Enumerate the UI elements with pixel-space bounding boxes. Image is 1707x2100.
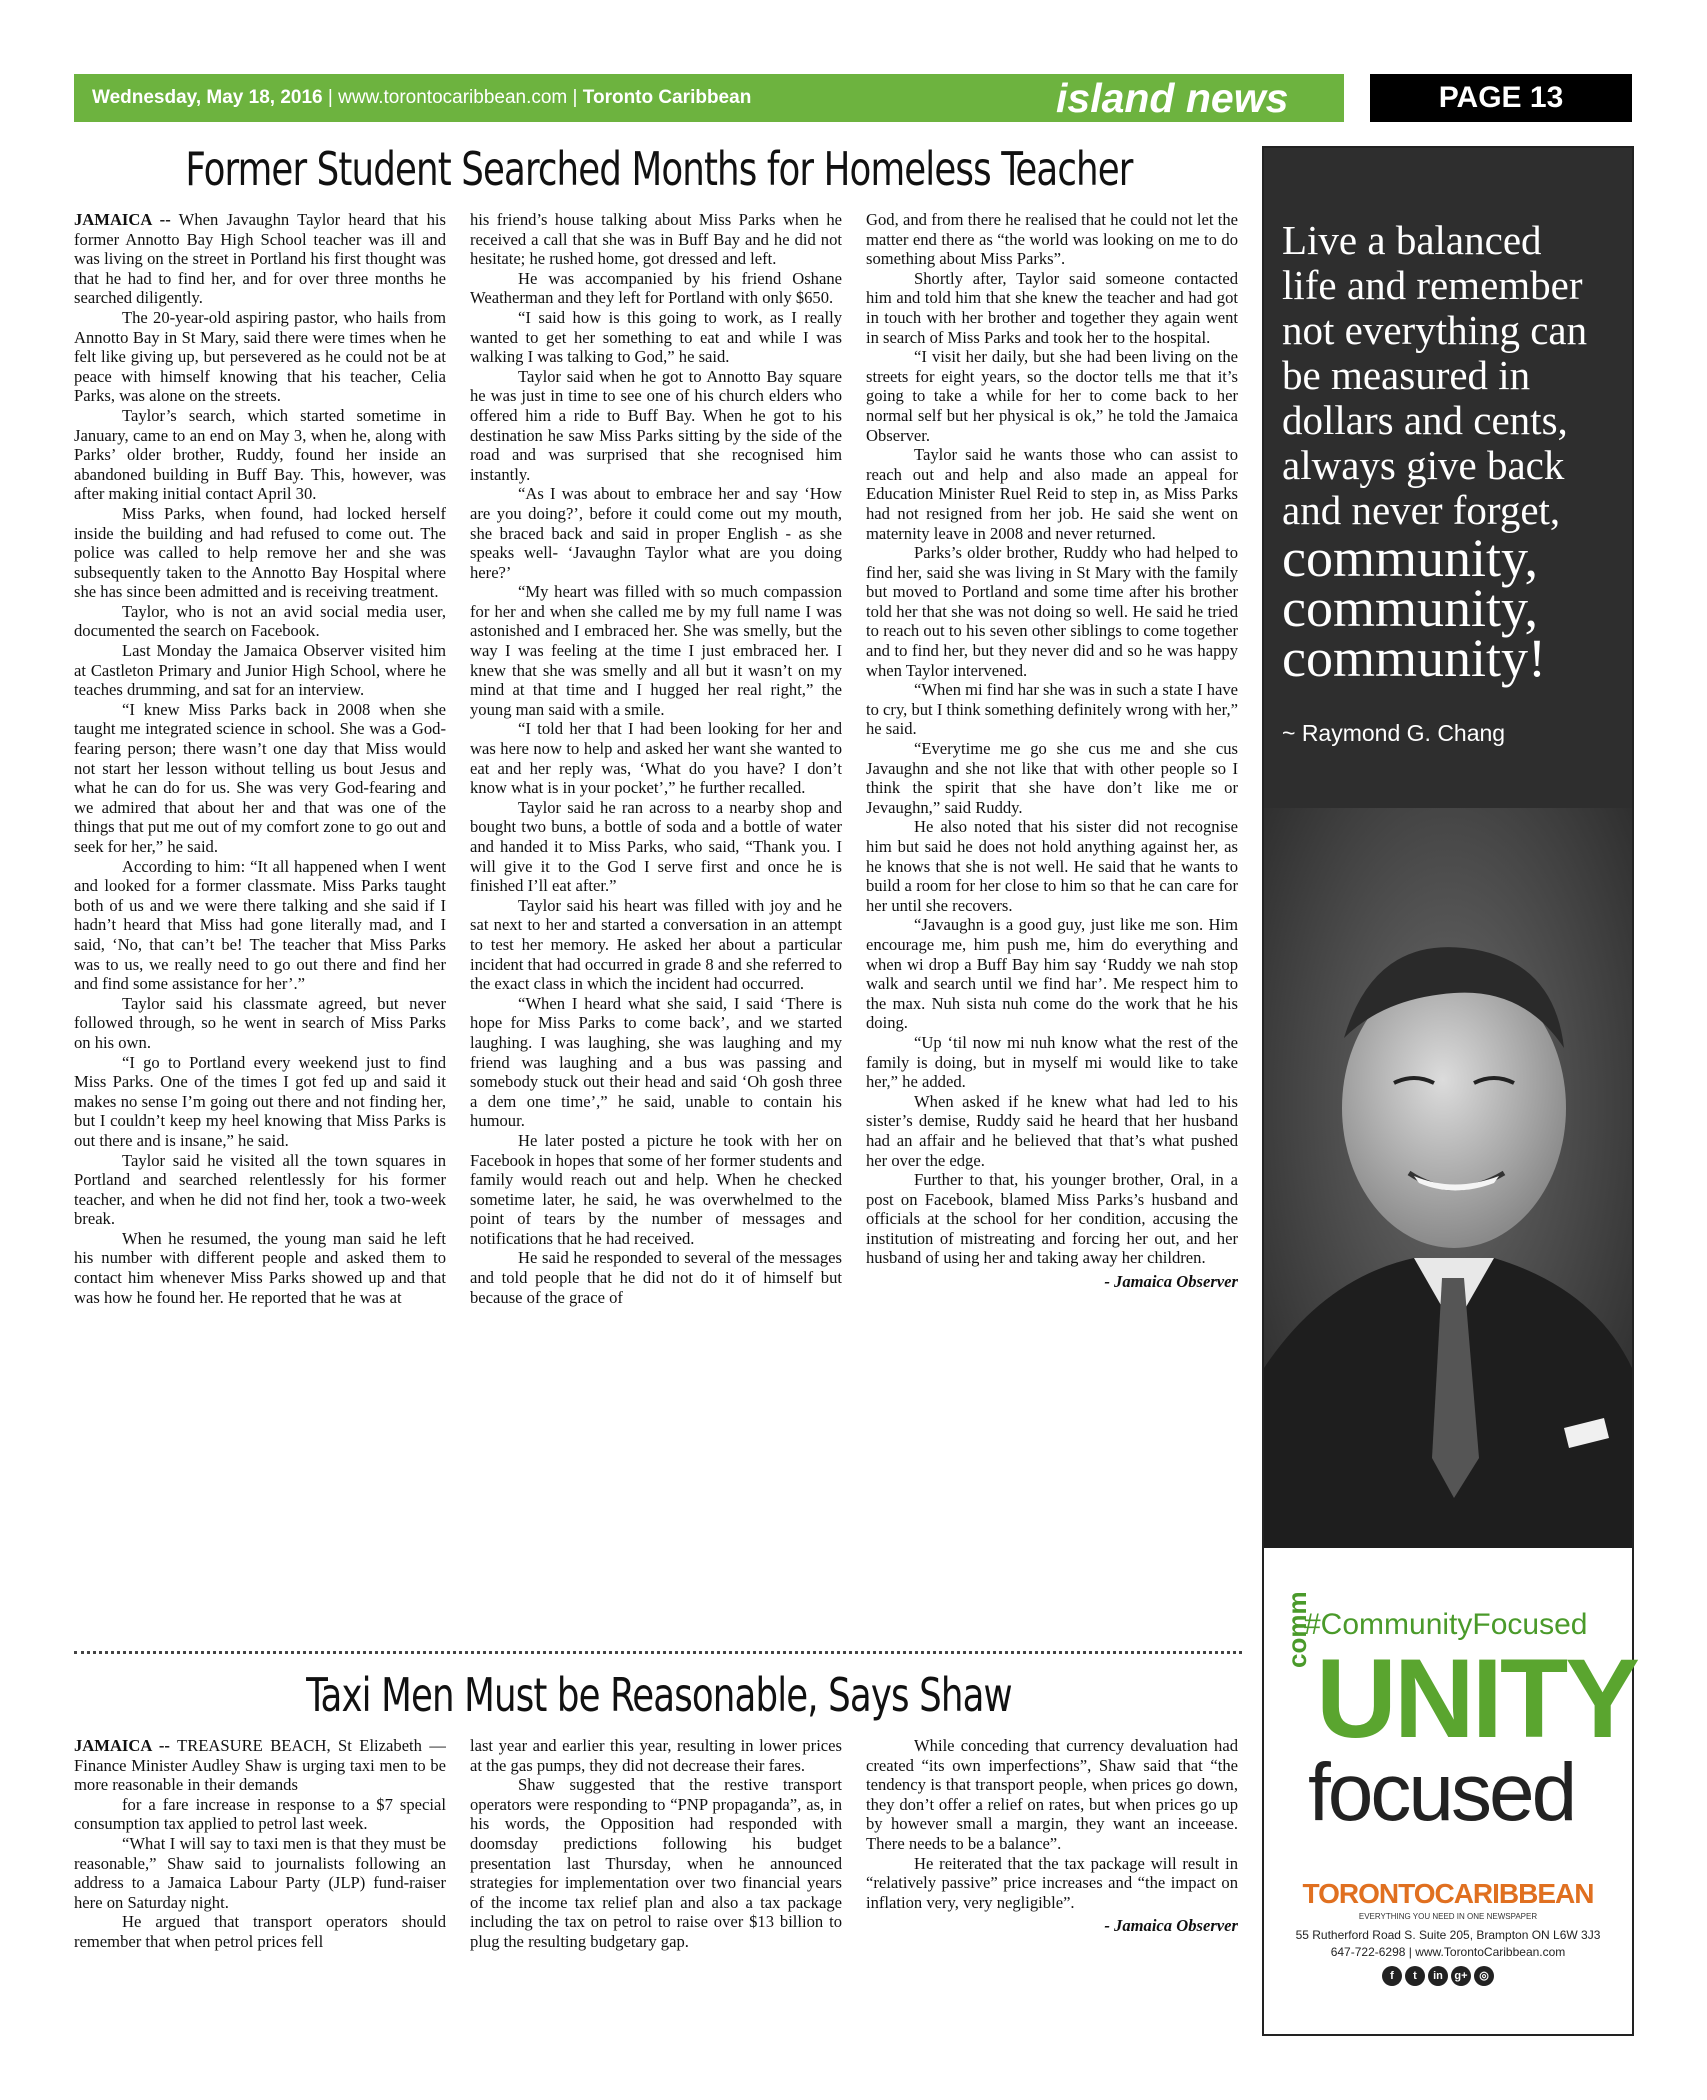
quote-emphasis-line: community, [1282,578,1538,638]
paragraph: Parks’s older brother, Ruddy who had helped to find her, said she was living in St Mary with the family but moved to Portland and some time after his brother told her that she was not doing so well. He said he tried to reach out to his seven other siblings to come together and to find her, but they never did and so he was happy when Taylor intervened. [866,543,1238,680]
article2-headline: Taxi Men Must be Reasonable, Says Shaw [306,1668,1012,1722]
paragraph: “When I heard what she said, I said ‘There is hope for Miss Parks to come back’, and we started laughing. I was laughing, she was laughing and my friend was laughing and a bus was passing and somebody stuck out their head and said ‘Oh gosh three a dem one time’,” he said, unable to contain his humour. [470,993,842,1131]
facebook-icon[interactable]: f [1382,1966,1402,1986]
paragraph: his friend’s house talking about Miss Parks when he received a call that she was in Buff Bay and he did not hesitate; he rushed home, got dressed and left. [470,210,842,269]
logo-tagline: EVERYTHING YOU NEED IN ONE NEWSPAPER [1358,1912,1538,1921]
quote-line: always give back [1282,442,1565,488]
quote-emphasis-line: community, [1282,528,1538,588]
paragraph: “I visit her daily, but she had been living on the streets for eight years, so the doctor tells me that it’s going to take a while for her to come back to her normal self but her physical is ok,” he told the Jamaica Observer. [866,347,1238,445]
paragraph: “I go to Portland every weekend just to find Miss Parks. One of the times I got fed up and said it makes no sense I’m going out there and not finding her, but I couldn’t keep my heel knowing that Miss Parks is out there and is insane,” he said. [74,1052,446,1150]
quote-line: and never forget, [1282,487,1561,533]
paragraph: According to him: “It all happened when I went and looked for a former classmate. Miss Parks taught both of us and we were there talking and she said if I hadn’t heard that Miss had gone literally mad, and I said, ‘No, that can’t be! The teacher that Miss Parks was to us, we really need to go out there and find her and find some assistance for her’.” [74,856,446,994]
section-title: island news [1056,75,1289,121]
ad-address: 55 Rutherford Road S. Suite 205, Brampton ON L6W 3J3 [1295,1928,1601,1942]
paragraph: Taylor said his classmate agreed, but never followed through, so he went in search of Miss Parks on his own. [74,993,446,1052]
header-website[interactable]: www.torontocaribbean.com [338,87,568,108]
paragraph: Taylor said his heart was filled with joy and he sat next to her and started a conversation in an attempt to test her memory. He asked her about a particular incident that had occurred in grade 8 and she referred to the exact class in which the incident had occurred. [470,895,842,994]
paragraph: “My heart was filled with so much compassion for her and when she called me by my full name I was astonished and I embraced her. She was smelly, but the way I was feeling at the time I just embraced her. I knew that she was smelly and all but it wasn’t on my mind at that time and I hugged her real right,” the young man said with a smile. [470,582,842,719]
portrait-photo [1264,808,1632,1548]
header-date: Wednesday, May 18, 2016 [92,87,323,108]
page-number: PAGE 13 [1370,74,1632,122]
article2-column-2 [470,1736,842,2036]
article-credit: - Jamaica Observer [1104,1916,1238,1936]
paragraph: “As I was about to embrace her and say ‘How are you doing?’, before it could come out my mouth, she braced back and said in proper English - as she speaks well- ‘Javaughn Taylor what are you doing here?’ [470,484,842,582]
article2-column-3 [866,1736,1238,2036]
toronto-caribbean-logo: TORONTOCARIBBEAN [1302,1878,1594,1909]
ad-comm-text: comm [1282,1591,1312,1668]
paragraph: “Up ‘til now mi nuh know what the rest of the family is doing, but in myself mi would like to take her,” he added. [866,1032,1238,1092]
paragraph: When asked if he knew what had led to his sister’s demise, Ruddy said he heard that her husband had an affair and he believed that that’s what pushed her over the edge. [866,1091,1238,1170]
quote-line: dollars and cents, [1282,397,1568,443]
paragraph: Taylor’s search, which started sometime in January, came to an end on May 3, when he, along with Parks’ older brother, Ruddy, found her inside an abandoned building in Buff Bay. This, however, was after making initial contact April 30. [74,405,446,504]
linkedin-icon[interactable]: in [1428,1966,1448,1986]
googleplus-icon[interactable]: g+ [1451,1966,1471,1986]
paragraph: “I told her that I had been looking for her and was here now to help and asked her want she wanted to eat and her reply was, ‘What do you have? I don’t know what is in your pocket’,” he further recalled. [470,719,842,798]
paragraph: “I said how is this going to work, as I really wanted to get her something to eat and while I was walking I was talking to God,” he said. [470,307,842,367]
paragraph: “Everytime me go she cus me and she cus Javaughn and she not like that with other people so I think the spirit that she have don’t like me or Jevaughn,” said Ruddy. [866,739,1238,817]
article-divider [74,1651,1242,1654]
ad-contact[interactable]: 647-722-6298 | www.TorontoCaribbean.com [1330,1945,1566,1959]
paragraph: Taylor said he ran across to a nearby shop and bought two buns, a bottle of soda and a bottle of water and handed it to Miss Parks, who said, “Thank you. I will give it to the God I serve first and once he is finished I’ll eat after.” [470,797,842,896]
quote-line: not everything can [1282,307,1588,353]
paragraph: God, and from there he realised that he could not let the matter end there as “the world was looking on me to do something about Miss Parks”. [866,210,1238,269]
paragraph: JAMAICA -- TREASURE BEACH, St Elizabeth — Finance Minister Audley Shaw is urging taxi men to be more reasonable in their demands [74,1736,446,1795]
ad-hashtag: #CommunityFocused [1304,1608,1588,1641]
paragraph: He reiterated that the tax package will result in “relatively passive” price increases and “the impact on inflation very, very negligible”. [866,1853,1238,1912]
dateline: JAMAICA -- [74,210,171,229]
paragraph: Taylor, who is not an avid social media user, documented the search on Facebook. [74,601,446,641]
paragraph: Miss Parks, when found, had locked herself inside the building and had refused to come out. The police was called to help remove her and she was subsequently taken to the Annotto Bay Hospital where she has since been admitted and is receiving treatment. [74,503,446,602]
quote-line: Live a balanced [1282,217,1542,263]
paragraph: While conceding that currency devaluation had created “its own imperfections”, Shaw said that “the tendency is that transport people, when prices go down, they don’t offer a relief on rates, but when prices go up by however small a margin, they want an inceease. There needs to be a balance”. [866,1736,1238,1853]
article1-headline: Former Student Searched Months for Homeless Teacher [185,142,1133,196]
paragraph: “What I will say to taxi men is that they must be reasonable,” Shaw said to journalists following an address to a Jamaica Labour Party (JLP) fund-raiser here on Saturday night. [74,1833,446,1912]
ad-unity-text: UNITY [1316,1636,1637,1761]
paragraph: He said he responded to several of the messages and told people that he did not do it of himself but because of the grace of [470,1248,842,1307]
social-icons [1382,1966,1516,1992]
paragraph: Shaw suggested that the restive transport operators were responding to “PNP propaganda”, as, in his words, the Opposition had responded with doomsday predictions following his budget presentation last Thursday, when he announced strategies for implementation over two financial years of the income tax relief plan and also a tax package including the tax on petrol to raise over $13 billion to plug the resulting budgetary gap. [470,1775,842,1951]
paragraph: last year and earlier this year, resulting in lower prices at the gas pumps, they did not decrease their fares. [470,1736,842,1775]
paragraph: “Javaughn is a good guy, just like me son. Him encourage me, him push me, him do everything and when wi drop a Buff Bay him say ‘Ruddy we nah stop walk and search until we find har’. Me respect him to the max. Nuh sista nuh come do the work that he his doing. [866,915,1238,1033]
article1-column-1 [74,210,446,1635]
quote-emphasis-line: community! [1282,628,1546,688]
twitter-icon[interactable]: t [1405,1966,1425,1986]
paragraph: “When mi find har she was in such a state I have to cry, but I think something definitely wrong with her,” he said. [866,680,1238,739]
paragraph: Further to that, his younger brother, Oral, in a post on Facebook, blamed Miss Parks’s husband and officials at the school for her condition, accusing the institution of mistreating and forcing her out, and her husband of using her and taking away her children. [866,1170,1238,1268]
article1-column-3 [866,210,1238,1635]
paragraph: When he resumed, the young man said he left his number with different people and asked them to contact him whenever Miss Parks showed up and that was how he found her. He reported that he was at [74,1228,446,1307]
paragraph: Taylor said when he got to Annotto Bay square he was just in time to see one of his church elders who offered him a ride to Buff Bay. When he got to his destination he saw Miss Parks sitting by the side of the road and was surprised that she recognised him instantly. [470,366,842,484]
paragraph: for a fare increase in response to a $7 special consumption tax applied to petrol last week. [74,1794,446,1834]
header-publication: Toronto Caribbean [582,87,752,108]
article2-column-1 [74,1736,446,2036]
quote-line: life and remember [1282,262,1583,308]
paragraph: Shortly after, Taylor said someone contacted him and told him that she knew the teacher and had got in touch with her brother and together they again went in search of Miss Parks and took her to the hospital. [866,268,1238,347]
paragraph: He later posted a picture he took with her on Facebook in hopes that some of her former students and family would reach out and help. When he checked sometime later, he said, he was overwhelmed to the point of tears by the number of messages and notifications that he had received. [470,1130,842,1248]
ad-quote-author: ~ Raymond G. Chang [1282,720,1506,746]
article1-column-2 [470,210,842,1635]
paragraph: He was accompanied by his friend Oshane Weatherman and they left for Portland with only $650. [470,268,842,308]
article-credit: - Jamaica Observer [1104,1272,1238,1292]
ad-quote [1282,217,1622,688]
paragraph: JAMAICA -- When Javaughn Taylor heard that his former Annotto Bay High School teacher was ill and was living on the street in Portland his first thought was that he had to find her, and for over three months he searched diligently. [74,210,446,308]
paragraph: The 20-year-old aspiring pastor, who hails from Annotto Bay in St Mary, said there were times when he felt like giving up, but persevered as he could not be at peace with himself knowing that his teacher, Celia Parks, was alone on the streets. [74,307,446,406]
paragraph: “I knew Miss Parks back in 2008 when she taught me integrated science in school. She was a God-fearing person; there wasn’t one day that Miss would not start her lesson without telling us bout Jesus and what he can do for us. She was very God-fearing and we admired that about her and that was one of the things that put me out of my comfort zone to go out and seek for her,” he said. [74,699,446,856]
paragraph: He argued that transport operators should remember that when petrol prices fell [74,1912,446,1951]
header-dateline: Wednesday, May 18, 2016 | www.torontocaribbean.com | Toronto Caribbean [92,87,752,108]
quote-line: be measured in [1282,352,1531,398]
advertisement[interactable] [1262,146,1637,2036]
instagram-icon[interactable]: ◎ [1474,1966,1494,1986]
paragraph: Taylor said he visited all the town squares in Portland and searched relentlessly for his former teacher, and when he did not find her, took a two-week break. [74,1150,446,1229]
paragraph: He also noted that his sister did not recognise him but said he does not hold anything against her, as he knows that she is not well. He said that he wants to build a room for her close to him so that he can care for her until she recovers. [866,817,1238,915]
paragraph: Taylor said he wants those who can assist to reach out and help and also made an appeal for Education Minister Ruel Reid to step in, as Miss Parks had not resigned from her job. He said she went on maternity leave in 2008 and never returned. [866,445,1238,543]
paragraph: Last Monday the Jamaica Observer visited him at Castleton Primary and Junior High School, where he teaches drumming, and sat for an interview. [74,641,446,700]
dateline: JAMAICA -- [74,1736,170,1755]
ad-focused-text: focused [1308,1747,1575,1838]
